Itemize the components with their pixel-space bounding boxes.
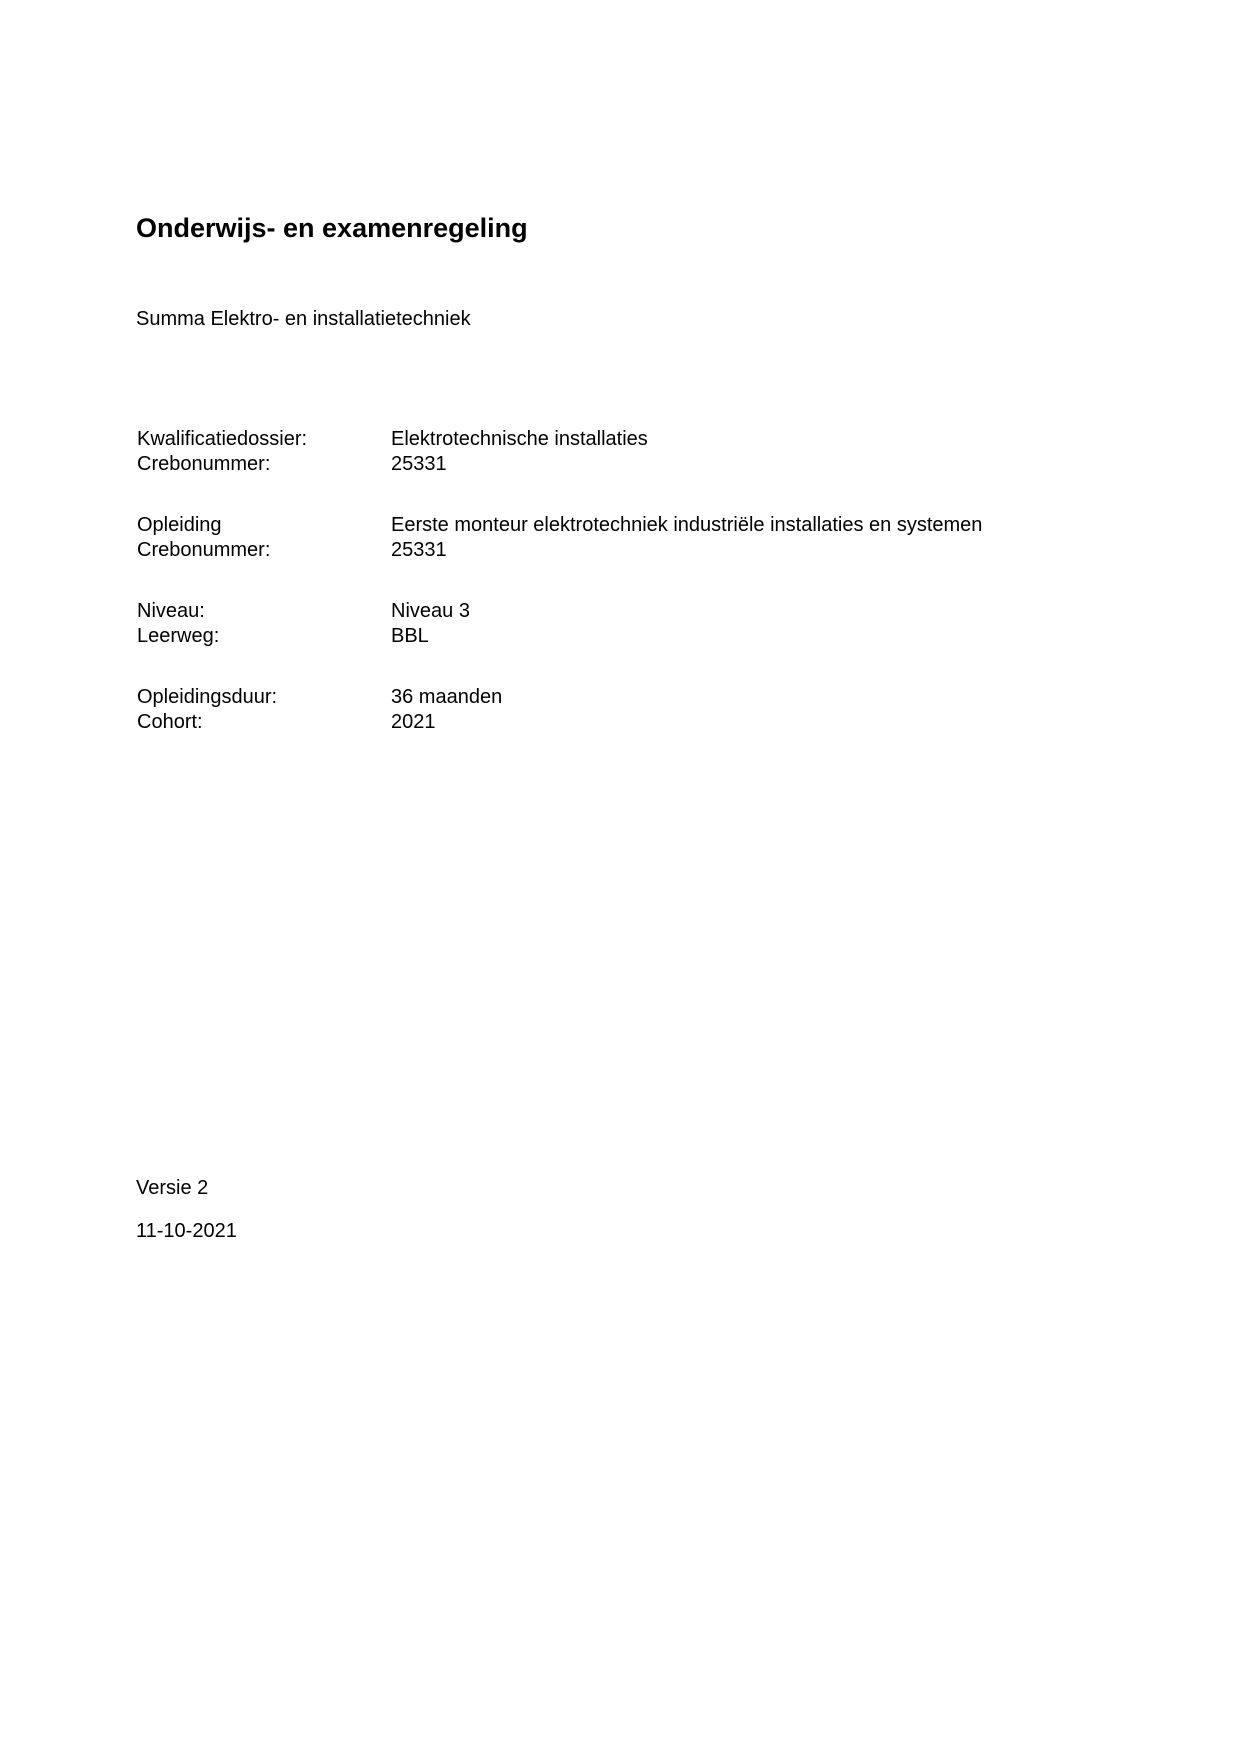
- info-row: [137, 624, 1037, 649]
- info-value: 36 maanden: [391, 686, 503, 708]
- info-row: [137, 710, 1037, 735]
- document-version: Versie 2: [136, 1177, 209, 1199]
- info-row: [137, 538, 1037, 563]
- info-row: [137, 427, 1037, 452]
- info-group-opleiding: [137, 513, 1037, 563]
- info-row: [137, 685, 1037, 710]
- document-date: 11-10-2021: [136, 1220, 237, 1242]
- info-row: [137, 452, 1037, 477]
- info-value: Eerste monteur elektrotechniek industriële installaties en systemen: [391, 514, 983, 536]
- info-label: Crebonummer:: [137, 539, 271, 561]
- info-value: Elektrotechnische installaties: [391, 428, 648, 450]
- info-row: [137, 513, 1037, 538]
- info-label: Opleidingsduur:: [137, 686, 278, 708]
- info-value: 25331: [391, 539, 447, 561]
- info-value: Niveau 3: [391, 600, 470, 622]
- info-value: BBL: [391, 625, 429, 647]
- info-value: 2021: [391, 711, 436, 733]
- info-value: 25331: [391, 453, 447, 475]
- document-subtitle: Summa Elektro- en installatietechniek: [136, 308, 471, 330]
- info-label: Cohort:: [137, 711, 203, 733]
- info-label: Opleiding: [137, 514, 222, 536]
- info-row: [137, 599, 1037, 624]
- info-label: Kwalificatiedossier:: [137, 428, 308, 450]
- info-label: Niveau:: [137, 600, 205, 622]
- info-group-opleidingsduur: [137, 685, 1037, 735]
- document-title: Onderwijs- en examenregeling: [136, 213, 528, 243]
- info-group-kwalificatie: [137, 427, 1037, 477]
- info-label: Crebonummer:: [137, 453, 271, 475]
- info-label: Leerweg:: [137, 625, 220, 647]
- info-group-niveau: [137, 599, 1037, 649]
